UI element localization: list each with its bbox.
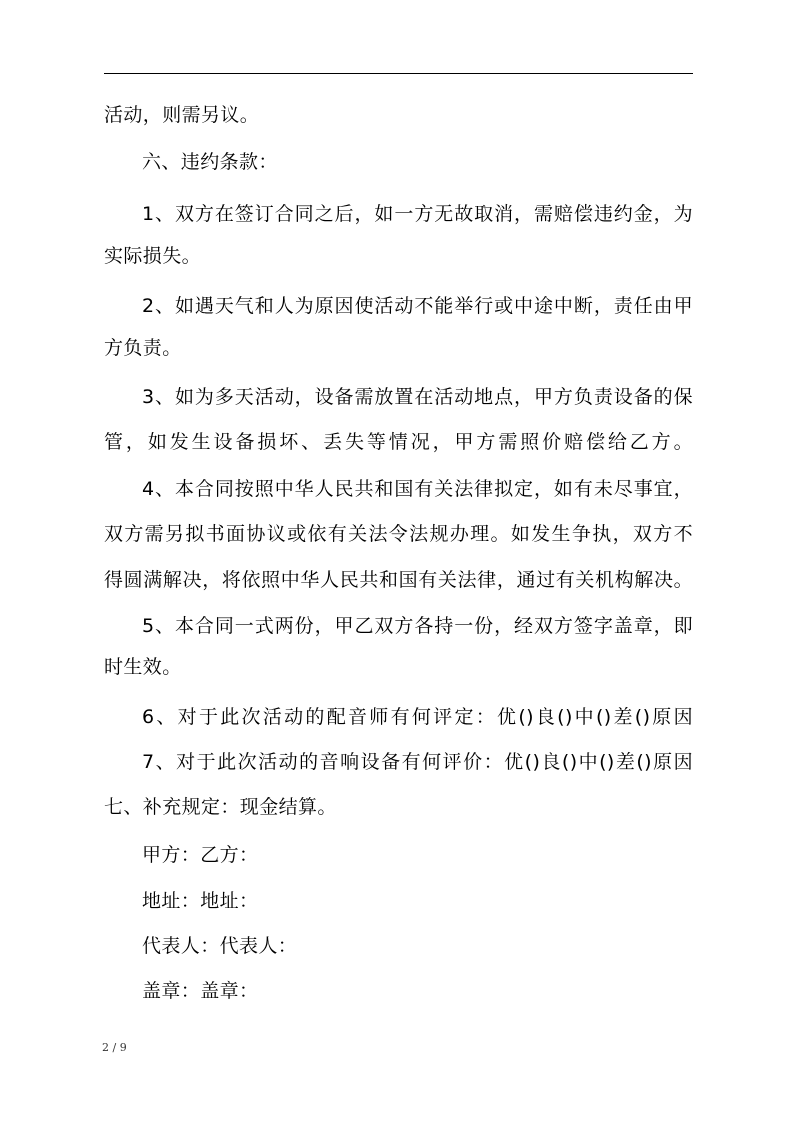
header-rule bbox=[104, 73, 693, 74]
signature-seal: 盖章：盖章： bbox=[142, 980, 259, 1002]
clause-4-cont: 得圆满解决，将依照中华人民共和国有关法律，通过有关机构解决。 bbox=[104, 569, 693, 591]
clause-2-cont: 方负责。 bbox=[104, 337, 182, 359]
signature-representative: 代表人：代表人： bbox=[142, 935, 298, 957]
paragraph-line: 活动，则需另议。 bbox=[104, 104, 260, 126]
section-heading: 六、违约条款： bbox=[142, 151, 278, 173]
clause-4-cont: 双方需另拟书面协议或依有关法令法规办理。如发生争执，双方不 bbox=[104, 523, 693, 545]
supplementary-clause: 七、补充规定：现金结算。 bbox=[104, 796, 337, 818]
clause-5-cont: 时生效。 bbox=[104, 656, 182, 678]
clause-2: 2、如遇天气和人为原因使活动不能举行或中途中断，责任由甲 bbox=[142, 295, 693, 317]
clause-1-cont: 实际损失。 bbox=[104, 245, 202, 267]
signature-address: 地址：地址： bbox=[142, 890, 259, 912]
page-number: 2 / 9 bbox=[102, 1041, 127, 1054]
clause-6: 6、对于此次活动的配音师有何评定：优()良()中()差()原因 bbox=[142, 706, 693, 728]
clause-4: 4、本合同按照中华人民共和国有关法律拟定，如有未尽事宜， bbox=[142, 478, 693, 500]
clause-3: 3、如为多天活动，设备需放置在活动地点，甲方负责设备的保 bbox=[142, 386, 693, 408]
signature-party: 甲方：乙方： bbox=[142, 844, 259, 866]
clause-3-cont: 管，如发生设备损坏、丢失等情况，甲方需照价赔偿给乙方。 bbox=[104, 431, 693, 453]
clause-5: 5、本合同一式两份，甲乙双方各持一份，经双方签字盖章，即 bbox=[142, 615, 693, 637]
clause-7: 7、对于此次活动的音响设备有何评价：优()良()中()差()原因 bbox=[142, 751, 693, 773]
clause-1: 1、双方在签订合同之后，如一方无故取消，需赔偿违约金，为 bbox=[142, 203, 693, 225]
